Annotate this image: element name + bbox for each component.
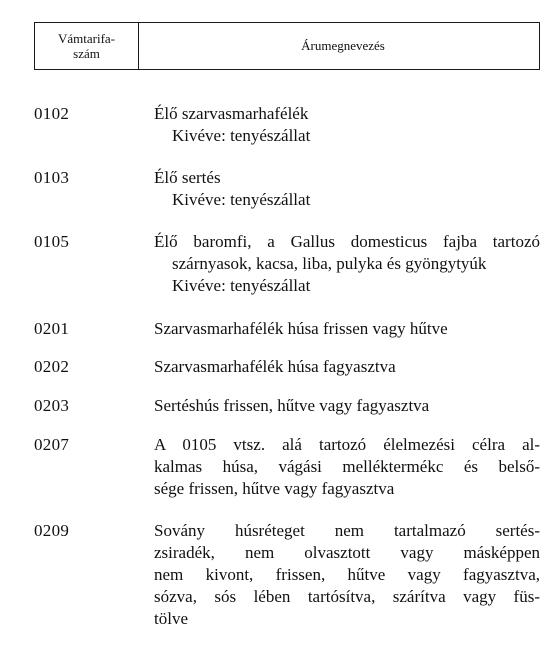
goods-description [154,434,540,500]
description-line: nem kivont, frissen, hűtve vagy fagyasztva, [154,565,540,584]
description-line: szárnyasok, kacsa, liba, pulyka és gyöngytyúk [172,254,487,273]
tariff-code: 0209 [34,521,70,540]
description-line: Élő sertés [154,168,221,187]
description-line: Élő baromfi, a Gallus domesticus fajba tartozó [154,232,540,251]
tariff-code: 0102 [34,104,70,123]
tariff-code: 0203 [34,396,70,415]
tariff-code: 0202 [34,357,70,376]
description-line: sége frissen, hűtve vagy fagyasztva [154,479,395,498]
description-line: Kivéve: tenyészállat [172,190,311,209]
description-line: A 0105 vtsz. alá tartozó élelmezési célra al- [154,435,540,454]
tariff-code: 0105 [34,232,70,251]
goods-description [154,103,540,147]
description-line: Sovány húsréteget nem tartalmazó sertés- [154,521,540,540]
description-line: Kivéve: tenyészállat [172,126,311,145]
tariff-code: 0201 [34,319,70,338]
goods-description [154,318,540,340]
tariff-code: 0207 [34,435,70,454]
description-line: tölve [154,609,188,628]
goods-description [154,231,540,297]
description-line: Sertéshús frissen, hűtve vagy fagyasztva [154,396,430,415]
description-line: Szarvasmarhafélék húsa fagyasztva [154,357,396,376]
description-line: Kivéve: tenyészállat [172,276,311,295]
goods-description [154,520,540,630]
table-header [34,22,540,70]
description-line: Élő szarvasmarhafélék [154,104,309,123]
description-line: kalmas húsa, vágási melléktermékc és belső- [154,457,540,476]
description-line: sózva, sós lében tartósítva, szárítva vagy füs- [154,587,540,606]
header-code-column [35,23,139,69]
tariff-code: 0103 [34,168,70,187]
header-description-column [139,23,539,69]
goods-description [154,167,540,211]
header-code-label-line1: Vámtarifa- [57,31,116,46]
header-description-label: Árumegnevezés [301,38,385,53]
description-line: Szarvasmarhafélék húsa frissen vagy hűtve [154,319,448,338]
description-line: zsiradék, nem olvasztott vagy másképpen [154,543,540,562]
goods-description [154,395,540,417]
header-code-label-line2: szám [73,46,100,61]
goods-description [154,356,540,378]
